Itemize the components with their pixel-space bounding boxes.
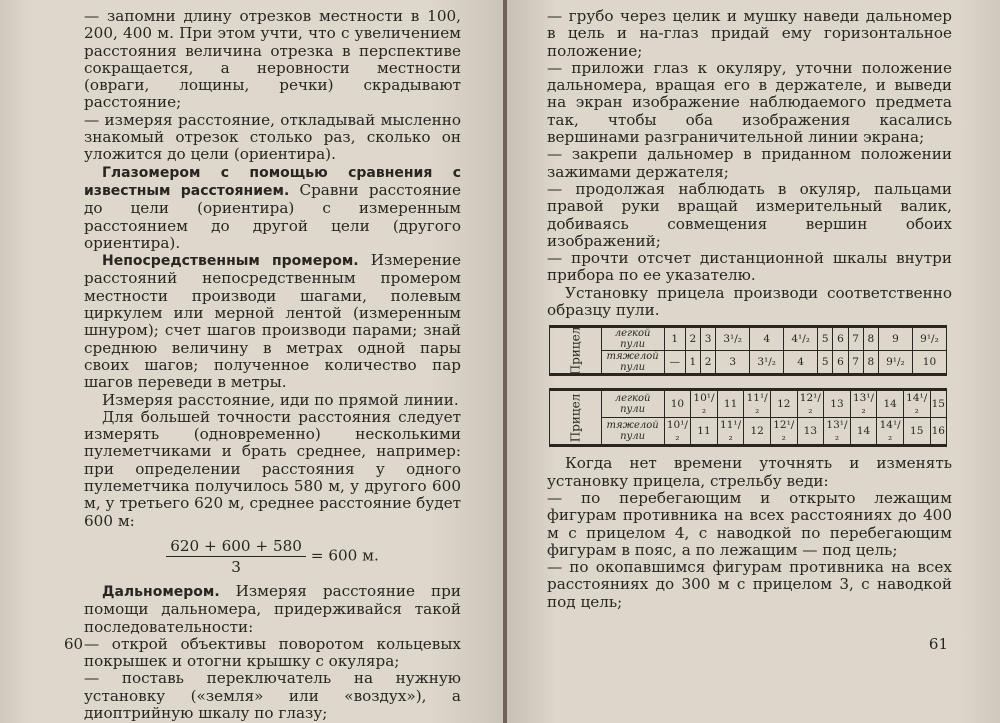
table-cell: 10: [664, 390, 691, 418]
paragraph: Установку прицела производи соответственно образцу пули.: [547, 283, 952, 320]
table-cell: 3¹/₂: [716, 327, 750, 351]
sight-table-1: [549, 325, 952, 376]
table-cell: 13: [797, 418, 824, 446]
paragraph: Измеряя расстояние, иди по прямой линии.: [102, 390, 459, 409]
table-cell: 3: [700, 327, 715, 351]
right-page: [507, 0, 1000, 723]
table-cell: 11¹/₂: [717, 418, 744, 446]
table-cell: 5: [818, 327, 833, 351]
section-heading: Непосредственным промером.: [102, 253, 359, 270]
dal-paragraph: [84, 583, 461, 636]
step-item: — продолжая наблюдать в окуляр, пальцами правой руки вращай измерительный валик, добиваясь совмещения вершин обоих изображений;: [547, 179, 952, 250]
table-cell: 6: [833, 351, 848, 375]
formula-fraction: [166, 536, 306, 577]
average-formula: [84, 536, 461, 577]
paragraph: Когда нет времени уточнять и изменять установку прицела, стрельбу веди:: [547, 454, 952, 490]
paragraph: Для большей точности расстояния следует измерять (одновременно) несколькими пулеметчиками и брать среднее, например: при определении расстояния у одного пулеметчика получилось 580 м, у другого 600 м, у третьего 620 м, среднее расстояние будет 600 м:: [84, 407, 461, 530]
table-row: [550, 390, 947, 418]
table-cell: 2: [700, 351, 715, 375]
section-heading: Глазомером с помощью сравнения с известным расстоянием.: [84, 164, 461, 199]
table-cell: 9¹/₂: [878, 351, 912, 375]
table-cell: 12: [744, 418, 771, 446]
table-cell: 3: [716, 351, 750, 375]
table-cell: 15: [903, 418, 930, 446]
table-row: [550, 418, 947, 446]
table-cell: 7: [848, 351, 863, 375]
row-label: легкой пули: [601, 327, 664, 351]
step-item: — грубо через целик и мушку наведи дальномер в цель и на-глаз придай ему горизонтальное положение;: [547, 7, 952, 60]
table-cell: 4: [750, 327, 784, 351]
paragraph-text: Измеряя расстояние при помощи дальномера, придерживайся такой последовательности:: [84, 581, 461, 636]
paragraph-text: Измерение расстояний непосредственным промером местности производи шагами, полевым циркулем или мерной лентой (измеренным шнуром); счет шагов производи парами; знай среднюю величину в метрах одной пары своих шагов; полученное количество пар шагов переведи в метры.: [84, 251, 462, 392]
section-heading: Дальномером.: [102, 583, 220, 600]
table-cell: 1: [664, 327, 685, 351]
table-cell: 5: [818, 351, 833, 375]
page-number: 61: [928, 635, 948, 653]
table-cell: 15: [930, 390, 946, 418]
table-row: [550, 351, 947, 375]
nep-paragraph: [84, 252, 461, 391]
table-cell: 14¹/₂: [903, 390, 930, 418]
table-cell: 11: [691, 418, 718, 446]
table-cell: 11: [717, 390, 744, 418]
table-cell: 1: [685, 351, 700, 375]
step-item: — поставь переключатель на нужную установку («земля» или «воздух»), а диоптрийную шкалу по глазу;: [84, 669, 461, 722]
paragraph: — измеряя расстояние, откладывай мысленно знакомый отрезок столько раз, сколько он уложится до цели (ориентира).: [84, 110, 461, 164]
table-cell: 6: [833, 327, 848, 351]
table-cell: 12¹/₂: [797, 390, 824, 418]
table-cell: 13¹/₂: [824, 418, 851, 446]
table-cell: 9: [878, 327, 912, 351]
row-label: легкой пули: [601, 390, 664, 418]
table-cell: 4: [784, 351, 818, 375]
formula-result: = 600 м.: [310, 546, 379, 565]
paragraph: — запомни длину отрезков местности в 100, 200, 400 м. При этом учти, что с увеличением расстояния величина отрезка в перспективе сокращается, а неровности местности (овраги, лощины, речки) скрадывают расстояние;: [84, 7, 461, 112]
step-item: — приложи глаз к окуляру, уточни положение дальномера, вращая его в держателе, и выведи на экран изображение наблюдаемого предмета так, чтобы оба изображения касались вершинами разграничительной линии экрана;: [547, 58, 952, 147]
row-label: тяжелой пули: [601, 418, 664, 446]
glaz-paragraph: [84, 164, 461, 252]
formula-numerator: 620 + 600 + 580: [166, 536, 306, 557]
table-side-label: Прицел: [550, 390, 602, 446]
table-cell: 2: [685, 327, 700, 351]
table-cell: 12¹/₂: [770, 418, 797, 446]
table-row: [550, 327, 947, 351]
table-cell: 4¹/₂: [784, 327, 818, 351]
table-cell: 13: [824, 390, 851, 418]
table-cell: 12: [770, 390, 797, 418]
table-cell: 14: [877, 390, 904, 418]
sight-table-2: [549, 388, 952, 447]
step-item: — открой объективы поворотом кольцевых покрышек и отогни крышку с окуляра;: [84, 634, 461, 671]
step-item: — по окопавшимся фигурам противника на всех расстояниях до 300 м с прицелом 3, с наводкой под цель;: [547, 558, 952, 611]
table-cell: 14¹/₂: [877, 418, 904, 446]
table-cell: —: [664, 351, 685, 375]
paragraph-text: Сравни расстояние до цели (ориентира) с измеренным расстоянием до другой цели (другого ориентира).: [84, 180, 462, 252]
page-number: 60: [64, 635, 84, 653]
table-cell: 10¹/₂: [691, 390, 718, 418]
table-cell: 8: [863, 351, 878, 375]
table-cell: 9¹/₂: [912, 327, 946, 351]
step-item: — закрепи дальномер в приданном положении зажимами держателя;: [547, 145, 952, 181]
row-label: тяжелой пули: [601, 351, 664, 375]
table-cell: 11¹/₂: [744, 390, 771, 418]
table-cell: 14: [850, 418, 877, 446]
step-item: — прочти отсчет дистанционной шкалы внутри прибора по ее указателю.: [547, 249, 952, 285]
table-cell: 10: [912, 351, 946, 375]
table-side-label: Прицел: [550, 327, 602, 375]
step-item: — по перебегающим и открыто лежащим фигурам противника на всех расстояниях до 400 м с прицелом 4, с наводкой по перебегающим фигурам в пояс, а по лежащим — под цель;: [547, 488, 952, 559]
table-cell: 7: [848, 327, 863, 351]
table-cell: 3¹/₂: [750, 351, 784, 375]
table-cell: 13¹/₂: [850, 390, 877, 418]
table-cell: 10¹/₂: [664, 418, 691, 446]
table-cell: 8: [863, 327, 878, 351]
table-cell: 16: [930, 418, 946, 446]
formula-denominator: 3: [231, 557, 241, 576]
